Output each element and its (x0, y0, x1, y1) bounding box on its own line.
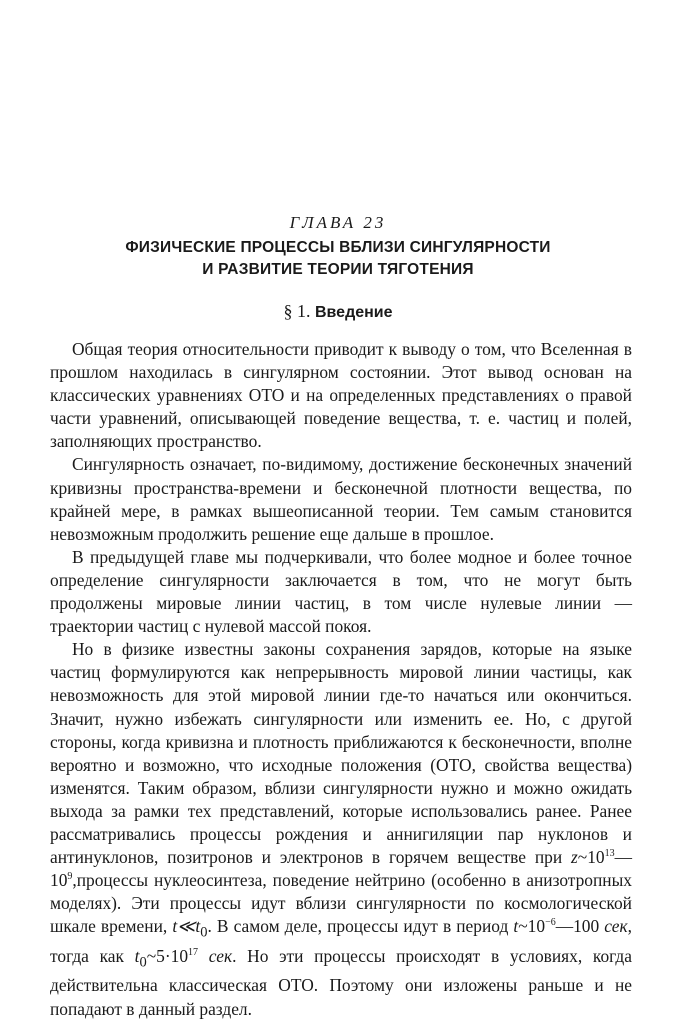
z-exp-b: 9 (67, 871, 73, 883)
t-range-b: —100 (555, 916, 600, 937)
t0-value: ~5·10 (146, 945, 189, 966)
p4-text-b: ,процессы нуклеосинтеза, поведение нейтрино (особенно в анизотропных моделях). Эти процессы идут вблизи сингулярности по космологической шкале времени, (50, 870, 632, 937)
p4-text-d: , тогда как (50, 916, 632, 966)
z-exp-a: 13 (604, 848, 615, 860)
z-range-b: —10 (50, 847, 632, 891)
t-symbol: t (513, 916, 519, 937)
p4-text-e: . Но эти процессы происходят в условиях, когда действительна классическая ОТО. Поэтому они изложены раньше и не попадают в данный раздел. (50, 945, 632, 1019)
section-number: § 1. (283, 301, 311, 321)
paragraph-3: В предыдущей главе мы подчеркивали, что более модное и более точное определение сингулярности заключается в том, что не могут быть продолжены мировые линии частиц, в том числе нулевые линии — траектории частиц с нулевой массой покоя. (50, 546, 632, 637)
p4-text-a: Но в физике известны законы сохранения зарядов, которые на языке частиц формулируются как непрерывность мировой линии частицы, как невозможность для этой мировой линии где-то начаться или окончиться. Значит, нужно избежать сингулярности или изменить ее. Но, с другой стороны, когда кривизна и плотность приближаются к бесконечности, вполне вероятно и возможно, что исходные положения (ОТО, свойства вещества) изменятся. Таким образом, вблизи сингулярности нужно и можно ожидать выхода за рамки тех представлений, которые использовались ранее. Ранее рассматривались процессы рождения и аннигиляции пар нуклонов и антинуклонов, позитронов и электронов в горячем веществе при (50, 639, 632, 868)
section-title: Введение (314, 304, 393, 321)
t0-exp: 17 (188, 946, 199, 958)
chapter-label: ГЛАВА 23 (289, 213, 387, 232)
time-ineq: t≪t (172, 916, 201, 937)
paragraph-2: Сингулярность означает, по-видимому, достижение бесконечных значений кривизны пространства-времени и бесконечной плотности вещества, по крайней мере, в рамках вышеописанной теории. Тем самым становится невозможным продолжить решение еще дальше в прошлое. (50, 454, 632, 544)
t0-symbol: t (134, 945, 140, 966)
z-range-a: ~10 (577, 847, 605, 868)
t-range-a: ~10 (518, 916, 546, 937)
t0-sub-b: 0 (139, 954, 147, 971)
t0-sub-a: 0 (200, 924, 208, 941)
p4-text-c: . В самом деле, процессы идут в период (207, 916, 509, 937)
sec-unit-b: сек (208, 945, 233, 966)
chapter-title-line-1: ФИЗИЧЕСКИЕ ПРОЦЕССЫ ВБЛИЗИ СИНГУЛЯРНОСТИ (125, 239, 551, 256)
sec-unit-a: сек (604, 916, 628, 937)
body-text (50, 338, 632, 1021)
paragraph-1: Общая теория относительности приводит к выводу о том, что Вселенная в прошлом находилась в сингулярном состоянии. Этот вывод основан на классических уравнениях ОТО и на определенных представлениях о правой части уравнений, описывающей поведение вещества, т. е. частиц и полей, заполняющих пространство. (50, 339, 632, 452)
z-symbol: z (571, 847, 578, 868)
section-heading (0, 301, 676, 322)
chapter-title-line-2: И РАЗВИТИЕ ТЕОРИИ ТЯГОТЕНИЯ (202, 261, 474, 278)
t-exp-a: −6 (545, 917, 556, 929)
paragraph-4 (50, 638, 632, 1020)
